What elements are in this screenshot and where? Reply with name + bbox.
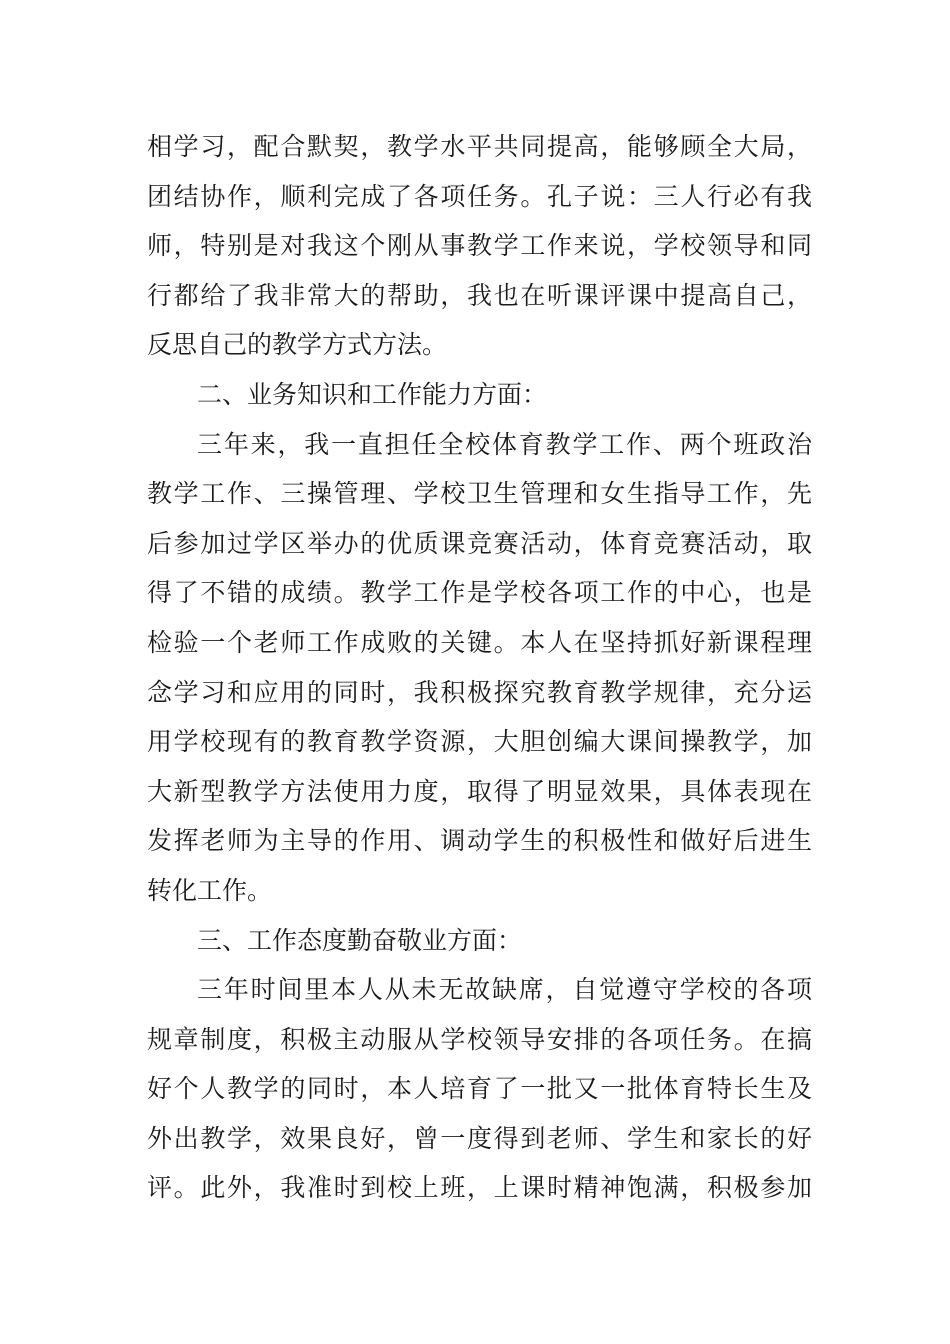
text-line: 检验一个老师工作成败的关键。本人在坚持抓好新课程理 bbox=[147, 627, 812, 657]
text-line: 用学校现有的教育教学资源，大胆创编大课间操教学，加 bbox=[147, 727, 812, 757]
text-line: 反思自己的教学方式方法。 bbox=[147, 330, 448, 360]
text-line: 团结协作，顺利完成了各项任务。孔子说：三人行必有我 bbox=[147, 181, 812, 211]
text-line: 好个人教学的同时，本人培育了一批又一批体育特长生及 bbox=[147, 1074, 812, 1104]
section-heading: 二、业务知识和工作能力方面： bbox=[197, 379, 548, 409]
text-line: 外出教学，效果良好，曾一度得到老师、学生和家长的好 bbox=[147, 1123, 812, 1153]
text-line: 得了不错的成绩。教学工作是学校各项工作的中心，也是 bbox=[147, 578, 812, 608]
text-line: 教学工作、三操管理、学校卫生管理和女生指导工作，先 bbox=[147, 479, 812, 509]
text-line: 念学习和应用的同时，我积极探究教育教学规律，充分运 bbox=[147, 677, 812, 707]
section-heading: 三、工作态度勤奋敬业方面： bbox=[197, 925, 523, 955]
text-line: 相学习，配合默契，教学水平共同提高，能够顾全大局， bbox=[147, 132, 812, 161]
text-line: 转化工作。 bbox=[147, 875, 273, 905]
text-line: 行都给了我非常大的帮助，我也在听课评课中提高自己， bbox=[147, 280, 812, 310]
text-line: 发挥老师为主导的作用、调动学生的积极性和做好后进生 bbox=[147, 826, 812, 856]
text-line: 规章制度，积极主动服从学校领导安排的各项任务。在搞 bbox=[147, 1024, 812, 1054]
text-line: 后参加过学区举办的优质课竞赛活动，体育竞赛活动，取 bbox=[147, 528, 812, 558]
body-text bbox=[147, 122, 812, 1213]
text-line: 三年时间里本人从未无故缺席，自觉遵守学校的各项 bbox=[197, 975, 812, 1005]
text-line: 评。此外，我准时到校上班，上课时精神饱满，积极参加 bbox=[147, 1173, 812, 1203]
text-line: 三年来，我一直担任全校体育教学工作、两个班政治 bbox=[197, 429, 812, 459]
text-line: 师，特别是对我这个刚从事教学工作来说，学校领导和同 bbox=[147, 231, 812, 261]
text-line: 大新型教学方法使用力度，取得了明显效果，具体表现在 bbox=[147, 776, 812, 806]
